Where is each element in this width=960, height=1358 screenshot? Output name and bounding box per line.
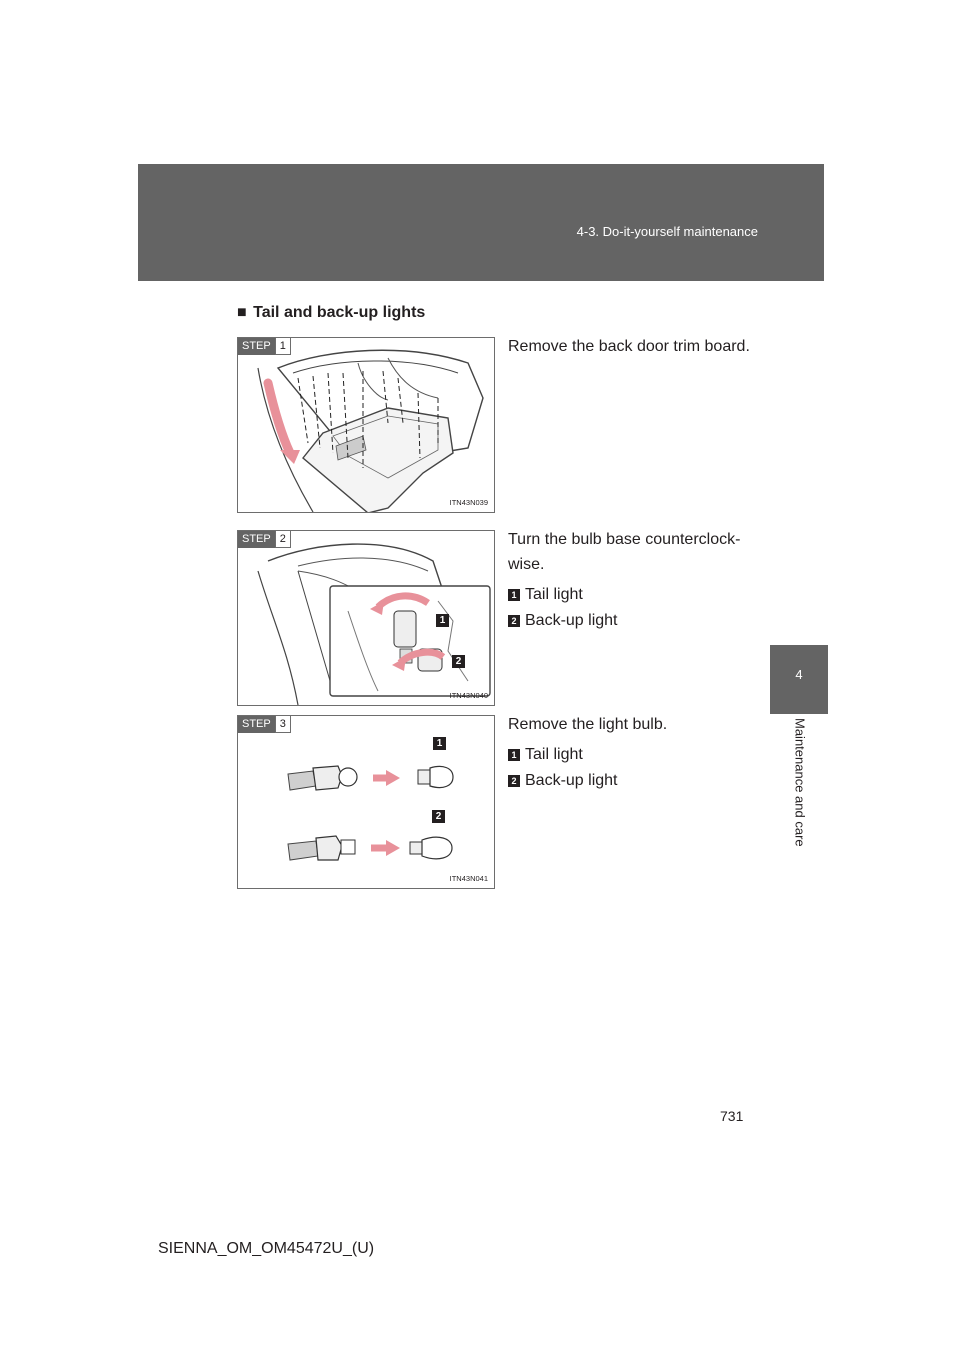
step-label: STEP [238,716,275,733]
step-number: 1 [275,338,291,355]
number-1-icon: 1 [508,749,520,761]
section-heading [237,304,425,322]
document-id: SIENNA_OM_OM45472U_(U) [158,1240,375,1257]
callout-2-icon: 2 [452,655,465,668]
step-1-tag [238,338,291,355]
step-3-instruction: Remove the light bulb. [508,716,668,733]
step-2-figure [237,530,495,706]
step-number: 3 [275,716,291,733]
chapter-number: 4 [795,667,803,682]
step-3-figure [237,715,495,889]
step-1-instruction: Remove the back door trim board. [508,338,750,355]
step-1-figure [237,337,495,513]
list-item [508,611,756,631]
callout-1-icon: 1 [436,614,449,627]
back-door-trim-illustration [238,338,494,512]
step-2-instruction: Turn the bulb base counterclock-wise. [508,531,741,573]
figure-id: ITN43N041 [449,874,488,883]
light-bulb-removal-illustration [238,716,494,888]
list-item [508,771,756,791]
bulb-base-illustration [238,531,494,705]
chapter-label-container [760,718,840,868]
item-label: Tail light [525,746,583,763]
step-2-tag [238,531,291,548]
callout-2-icon: 2 [432,810,445,823]
item-label: Back-up light [525,612,618,629]
chapter-tab[interactable] [770,645,828,714]
number-2-icon: 2 [508,615,520,627]
list-item [508,745,756,765]
item-label: Back-up light [525,772,618,789]
step-label: STEP [238,531,275,548]
header-band [138,164,824,281]
step-3-text-block [508,712,756,791]
callout-1-icon: 1 [433,737,446,750]
step-2-text-block [508,527,756,631]
step-1-text-block [508,334,756,359]
heading-title: Tail and back-up lights [253,304,426,321]
section-title: 4-3. Do-it-yourself maintenance [576,224,758,239]
step-3-tag [238,716,291,733]
number-1-icon: 1 [508,589,520,601]
figure-id: ITN43N039 [449,498,488,507]
step-label: STEP [238,338,275,355]
list-item [508,585,756,605]
number-2-icon: 2 [508,775,520,787]
figure-id: ITN43N040 [449,691,488,700]
step-number: 2 [275,531,291,548]
page-number: 731 [720,1108,744,1124]
chapter-label: Maintenance and care [792,718,808,847]
heading-square-icon: ■ [237,304,247,321]
item-label: Tail light [525,586,583,603]
